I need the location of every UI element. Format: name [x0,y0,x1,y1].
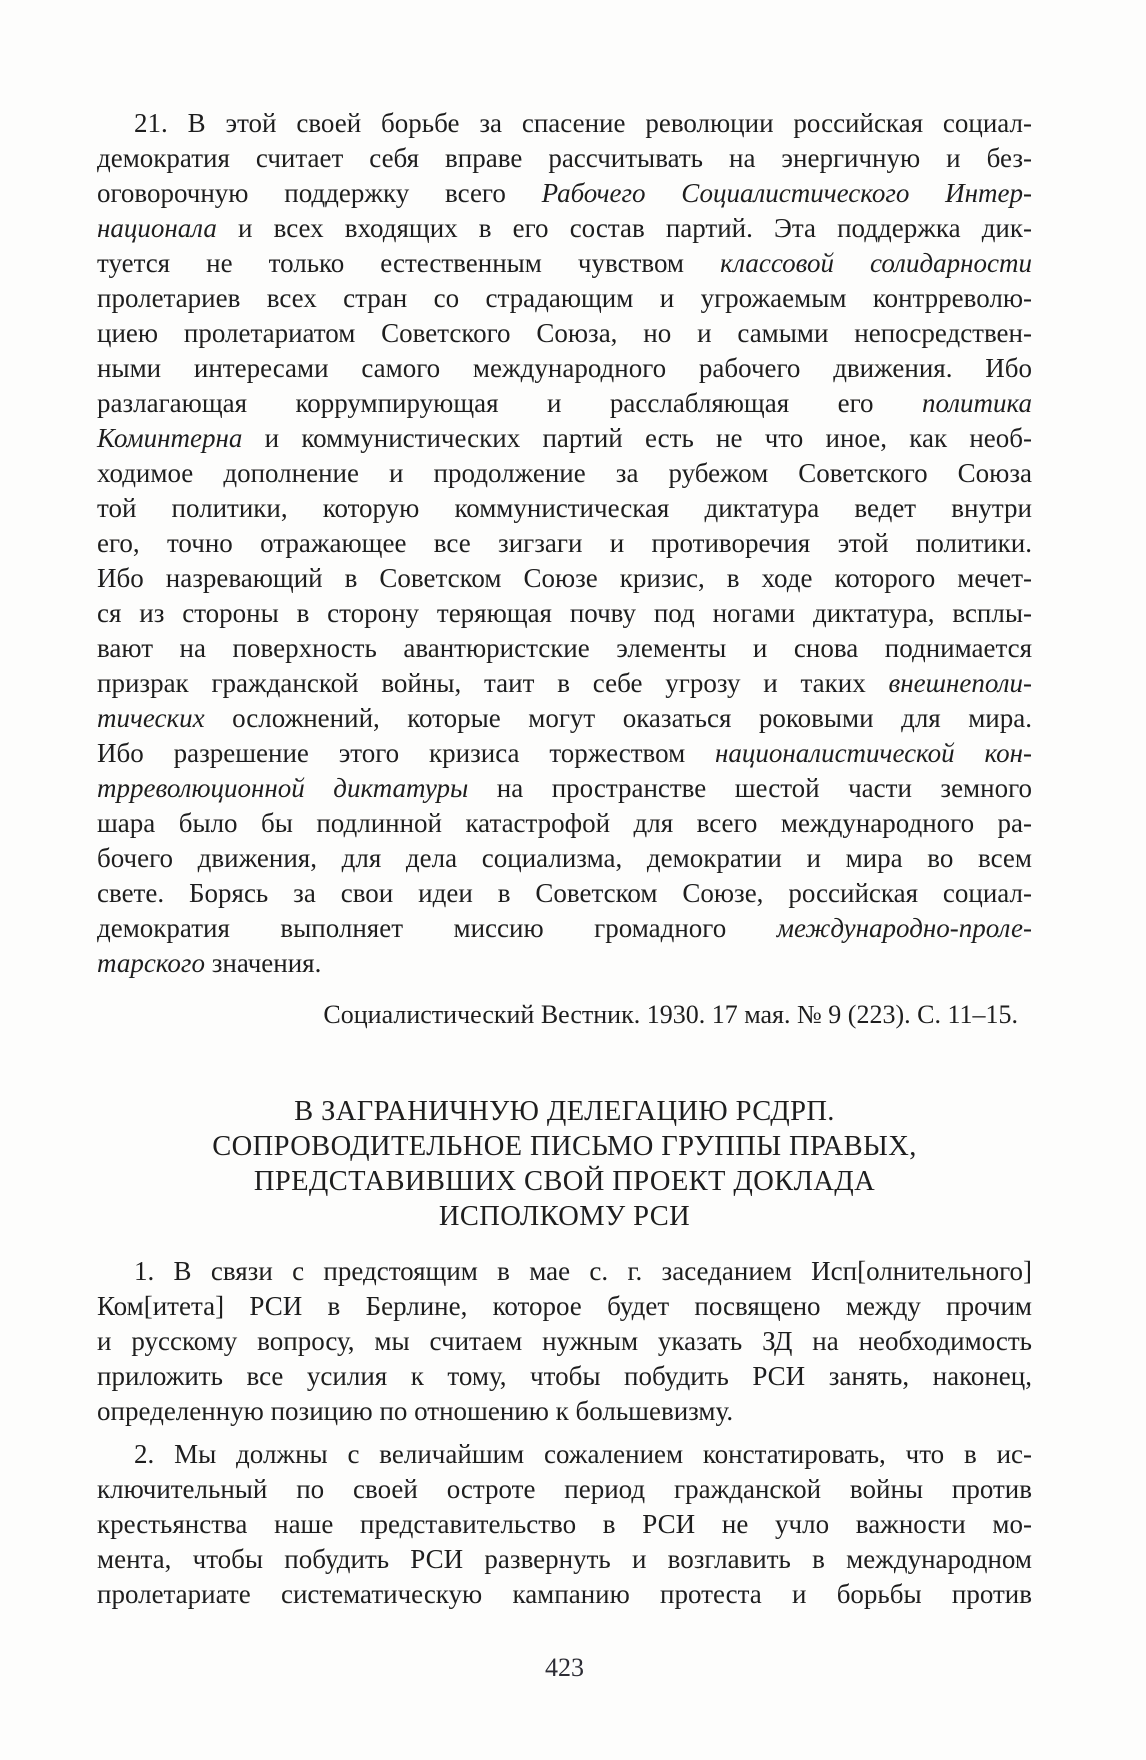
text-segment: ся из стороны в сторону теряющая почву под ногами диктатура, всплы- [97,598,1032,628]
text-line [97,421,1032,456]
page-number: 423 [545,1653,584,1682]
text-segment: вают на поверхность авантюристские элементы и снова поднимается [97,633,1032,663]
italic-text-segment: классовой солидарности [720,248,1032,278]
italic-text-segment: политика [921,388,1032,418]
text-line [97,281,1032,316]
source-citation: Социалистический Вестник. 1930. 17 мая. № 9 (223). С. 11–15. [323,1000,1018,1029]
text-line [97,491,1032,526]
text-segment: ными интересами самого международного рабочего движения. Ибо [97,353,1032,383]
text-line [97,141,1032,176]
text-line [97,666,1032,701]
italic-text-segment: Коминтерна [97,423,243,453]
paragraph-21 [97,106,1032,981]
heading-line: ИСПОЛКОМУ РСИ [438,1201,691,1232]
text-line [97,701,1032,736]
section-heading [97,1094,1032,1234]
text-segment: значения. [204,948,322,978]
text-segment: той политики, которую коммунистическая диктатура ведет внутри [97,493,1032,523]
text-line [97,246,1032,281]
text-segment: мента, чтобы побудить РСИ развернуть и возглавить в международном [97,1544,1032,1574]
italic-text-segment: националистической кон- [715,738,1032,768]
text-segment: приложить все усилия к тому, чтобы побудить РСИ занять, наконец, [97,1361,1032,1391]
paragraph-2 [97,1437,1032,1612]
text-segment: определенную позицию по отношению к большевизму. [97,1396,734,1426]
italic-text-segment: национала [97,213,217,243]
text-segment: призрак гражданской войны, таит в себе угрозу и таких [97,668,889,698]
text-line [97,211,1032,246]
text-segment: Ибо разрешение этого кризиса торжеством [97,738,716,768]
italic-text-segment: тических [97,703,205,733]
text-segment: циею пролетариатом Советского Союза, но и самыми непосредствен- [97,318,1032,348]
text-segment: Ком[итета] РСИ в Берлине, которое будет посвящено между прочим [97,1291,1032,1321]
text-line [97,176,1032,211]
text-segment: Ибо назревающий в Советском Союзе кризис, в ходе которого мечет- [97,563,1032,593]
text-line [97,1254,1032,1289]
paragraph-1 [97,1254,1032,1429]
text-segment: бочего движения, для дела социализма, демократии и мира во всем [97,843,1032,873]
text-segment: пролетариате систематическую кампанию протеста и борьбы против [97,1579,1032,1609]
text-segment: и всех входящих в его состав партий. Эта поддержка дик- [216,213,1032,243]
text-line [97,771,1032,806]
text-column [97,106,1032,1685]
text-segment: крестьянства наше представительство в РСИ не учло важности мо- [97,1509,1032,1539]
text-segment: оговорочную поддержку всего [97,178,542,208]
text-segment: его, точно отражающее все зигзаги и противоречия этой политики. [97,528,1032,558]
text-segment: на пространстве шестой части земного [468,773,1032,803]
italic-text-segment: международно-проле- [776,913,1032,943]
text-line [97,316,1032,351]
text-line [97,1507,1032,1542]
text-line [97,351,1032,386]
text-segment: туется не только естественным чувством [97,248,721,278]
text-line [97,736,1032,771]
text-line [97,1472,1032,1507]
text-line [97,911,1032,946]
text-segment: свете. Борясь за свои идеи в Советском Союзе, российская социал- [97,878,1032,908]
text-segment: 21. В этой своей борьбе за спасение революции российская социал- [134,108,1032,138]
heading-line: СОПРОВОДИТЕЛЬНОЕ ПИСЬМО ГРУППЫ ПРАВЫХ, [212,1131,917,1162]
text-line [97,806,1032,841]
text-line [97,106,1032,141]
italic-text-segment: Рабочего Социалистического Интер- [541,178,1032,208]
text-segment: и коммунистических партий есть не что иное, как необ- [242,423,1032,453]
text-segment: осложнений, которые могут оказаться роковыми для мира. [204,703,1032,733]
text-segment: ходимое дополнение и продолжение за рубежом Советского Союза [97,458,1032,488]
heading-line: В ЗАГРАНИЧНУЮ ДЕЛЕГАЦИЮ РСДРП. [294,1096,835,1127]
text-line [97,456,1032,491]
text-segment: разлагающая коррумпирующая и расслабляющая его [97,388,922,418]
text-segment: демократия считает себя вправе рассчитывать на энергичную и без- [97,143,1032,173]
text-line [97,386,1032,421]
italic-text-segment: тарского [97,948,205,978]
text-line [97,526,1032,561]
heading-line: ПРЕДСТАВИВШИХ СВОЙ ПРОЕКТ ДОКЛАДА [253,1166,876,1197]
text-segment: 2. Мы должны с величайшим сожалением констатировать, что в ис- [134,1439,1032,1469]
text-line [97,1437,1032,1472]
italic-text-segment: внешнеполи- [888,668,1032,698]
text-segment: пролетариев всех стран со страдающим и угрожаемым контрреволю- [97,283,1032,313]
text-line [97,841,1032,876]
italic-text-segment: трреволюционной диктатуры [97,773,469,803]
text-segment: демократия выполняет миссию громадного [97,913,777,943]
text-line [97,561,1032,596]
text-line [97,1394,1032,1429]
text-line [97,1542,1032,1577]
text-segment: и русскому вопросу, мы считаем нужным указать ЗД на необходимость [97,1326,1032,1356]
text-line [97,1359,1032,1394]
text-line [97,1324,1032,1359]
text-segment: шара было бы подлинной катастрофой для всего международного ра- [97,808,1032,838]
text-line [97,876,1032,911]
text-segment: ключительный по своей остроте период гражданской войны против [97,1474,1032,1504]
text-line [97,631,1032,666]
text-line [97,1577,1032,1612]
text-line [97,1289,1032,1324]
text-line [97,596,1032,631]
text-line [97,946,1032,981]
text-segment: 1. В связи с предстоящим в мае с. г. заседанием Исп[олнительного] [134,1256,1032,1286]
